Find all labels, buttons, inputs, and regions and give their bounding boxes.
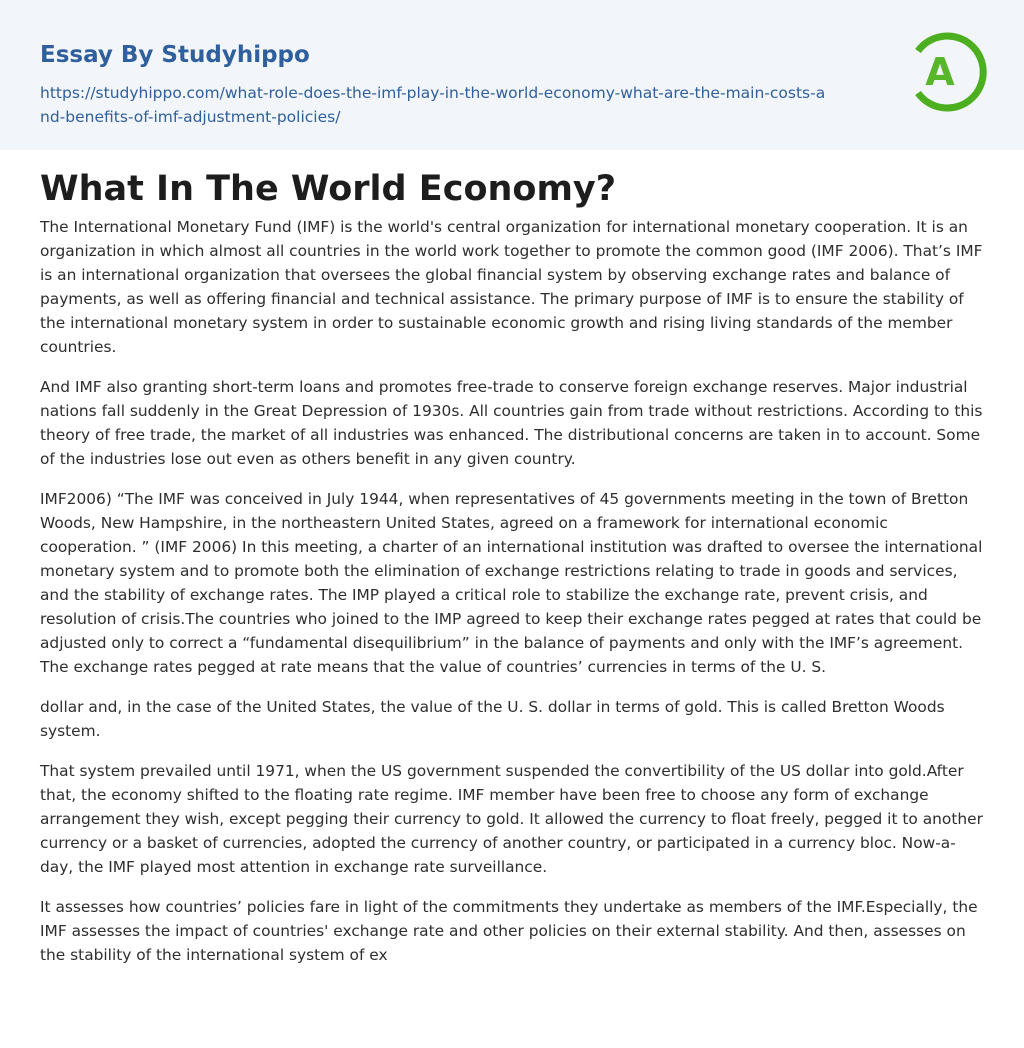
logo-letter: A	[925, 50, 955, 94]
essay-paragraph: And IMF also granting short-term loans and promotes free-trade to conserve foreign exchange reserves. Major industrial nations fall suddenly in the Great Depression of 1930s. All countries gain from trade without restrictions. According to this theory of free trade, the market of all industries was enhanced. The distributional concerns are taken in to account. Some of the industries lose out even as others benefit in any given country.	[40, 378, 983, 468]
essay-paragraph: That system prevailed until 1971, when the US government suspended the convertibility of the US dollar into gold.After that, the economy shifted to the floating rate regime. IMF member have been free to choose any form of exchange arrangement they wish, except pegging their currency to gold. It allowed the currency to float freely, pegged it to another currency or a basket of currencies, adopted the currency of another country, or participated in a currency bloc. Now-a-day, the IMF played most attention in exchange rate surveillance.	[40, 762, 983, 876]
essay-paragraph: It assesses how countries’ policies fare in light of the commitments they undertake as members of the IMF.Especially, the IMF assesses the impact of countries' exchange rate and other policies on their external stability. And then, assesses on the stability of the international system of ex	[40, 898, 978, 964]
source-url-link[interactable]: https://studyhippo.com/what-role-does-the-imf-play-in-the-world-economy-what-are-the-main-costs-and-benefits-of-imf-adjustment-policies/	[40, 84, 826, 126]
essay-title: What In The World Economy?	[40, 169, 617, 209]
essay-body	[40, 215, 986, 983]
site-header	[0, 0, 1024, 150]
essay-paragraph: IMF2006) “The IMF was conceived in July 1944, when representatives of 45 governments meeting in the town of Bretton Woods, New Hampshire, in the northeastern United States, agreed on a framework for international economic cooperation. ” (IMF 2006) In this meeting, a charter of an international institution was drafted to oversee the international monetary system and to promote both the elimination of exchange restrictions relating to trade in goods and services, and the stability of exchange rates. The IMP played a critical role to stabilize the exchange rate, prevent crisis, and resolution of crisis.The countries who joined to the IMP agreed to keep their exchange rates pegged at rates that could be adjusted only to correct a “fundamental disequilibrium” in the balance of payments and only with the IMF’s agreement. The exchange rates pegged at rate means that the value of countries’ currencies in terms of the U. S.	[40, 490, 983, 676]
essay-paragraph: The International Monetary Fund (IMF) is the world's central organization for international monetary cooperation. It is an organization in which almost all countries in the world work together to promote the common good (IMF 2006). That’s IMF is an international organization that oversees the global financial system by observing exchange rates and balance of payments, as well as offering financial and technical assistance. The primary purpose of IMF is to ensure the stability of the international monetary system in order to sustainable economic growth and rising living standards of the member countries.	[40, 218, 983, 356]
studyhippo-logo-icon[interactable]	[910, 28, 988, 116]
essay-paragraph: dollar and, in the case of the United States, the value of the U. S. dollar in terms of gold. This is called Bretton Woods system.	[40, 698, 945, 740]
logo-svg	[910, 28, 988, 116]
site-brand[interactable]: Essay By Studyhippo	[40, 42, 310, 68]
